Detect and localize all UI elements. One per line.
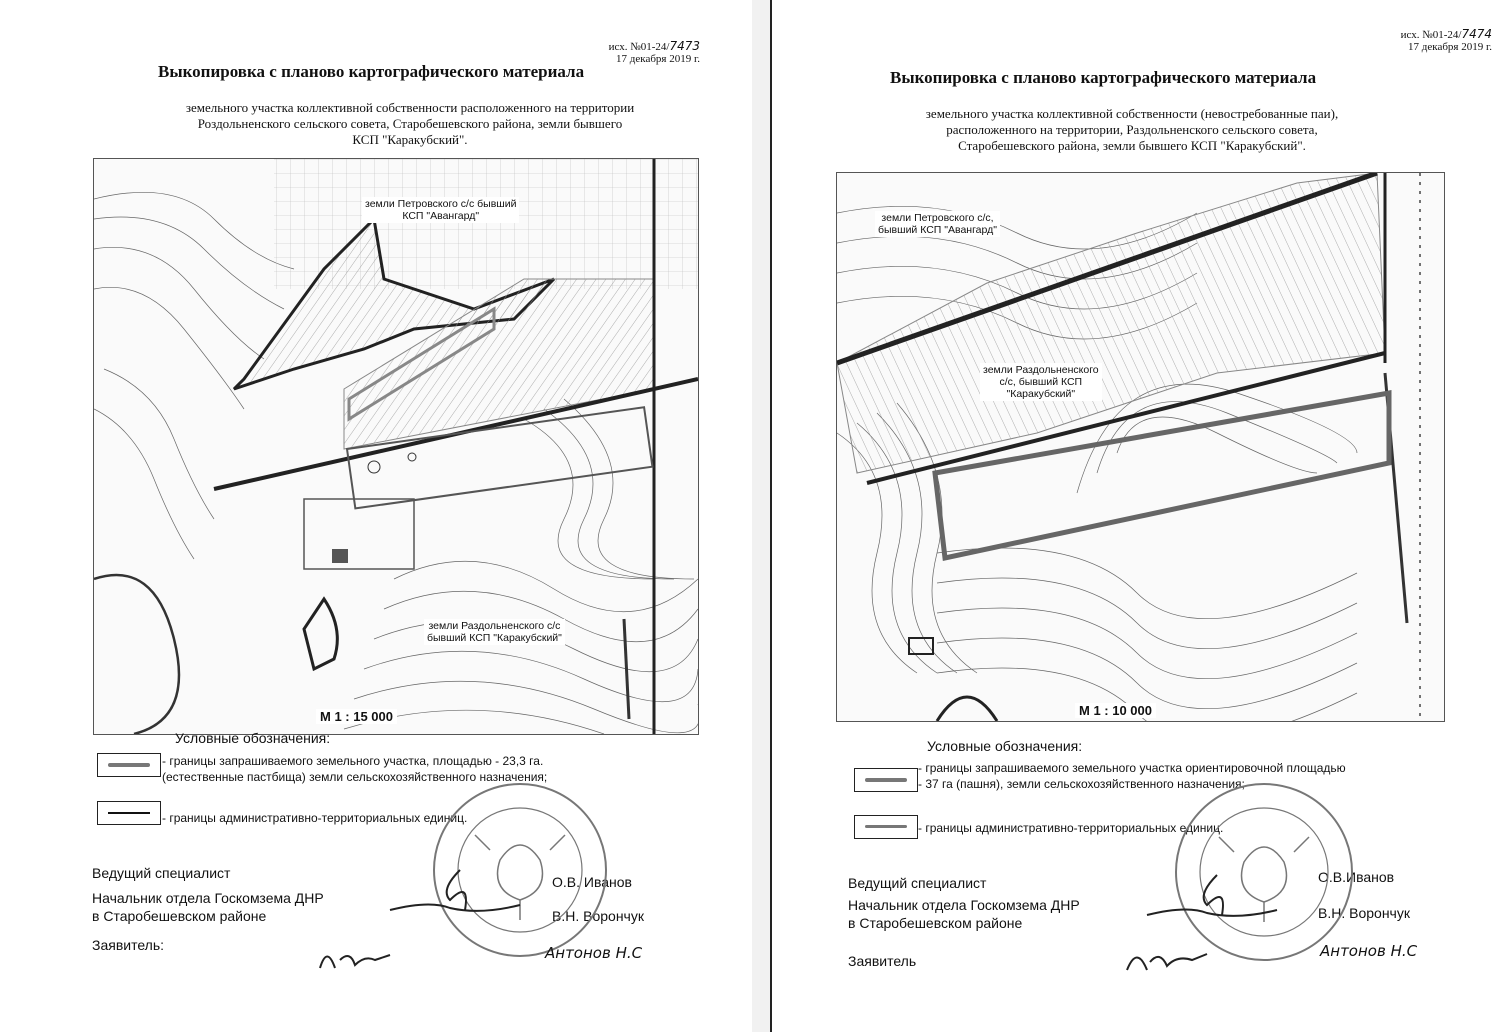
left-map-label-petrovsky: земли Петровского с/с бывший КСП "Авангард" [362,197,519,223]
right-legend-admin-symbol [854,815,918,839]
left-signature-ivanov [380,860,530,930]
left-legend-title: Условные обозначения: [175,730,331,746]
right-signature-ivanov [1137,865,1287,935]
left-map-scale: М 1 : 15 000 [316,709,397,724]
left-name-ivanov: О.В. Иванов [552,874,632,890]
right-head-line1: Начальник отдела Госкомзема ДНР [848,897,1080,913]
right-signature-applicant [1122,940,1212,980]
left-ref-date: 17 декабря 2019 г. [616,53,700,65]
right-ref-date: 17 декабря 2019 г. [1408,41,1492,53]
left-map [93,158,699,735]
right-name-ivanov: О.В.Иванов [1318,869,1395,885]
right-subtitle [872,106,1392,154]
right-applicant-handwritten: Антонов Н.С [1320,942,1418,960]
left-ref-handwritten: 7473 [669,39,700,53]
left-subtitle-line: Роздольненского сельского совета, Старобешевского района, земли бывшего [197,116,623,131]
right-legend-title: Условные обозначения: [927,738,1083,754]
left-subtitle [100,100,720,148]
left-map-label-razdolnensky: земли Раздольненского с/с бывший КСП "Каракубский" [424,619,565,645]
left-legend-parcel-text: - границы запрашиваемого земельного участка, площадью - 23,3 га. (естественные пастбища) земли сельскохозяйственного назначения; [162,754,548,784]
right-ref-number: исх. №01-24/ [1400,29,1462,41]
right-head-line2: в Старобешевском районе [848,915,1023,931]
right-title: Выкопировка с планово картографического материала [890,68,1317,87]
right-map-label-razdolnensky: земли Раздольненского с/с, бывший КСП "Каракубский" [980,363,1102,401]
right-map [836,172,1445,722]
left-applicant-handwritten: Антонов Н.С [545,944,643,962]
right-subtitle-line: Старобешевского района, земли бывшего КСП "Каракубский". [958,138,1306,153]
left-legend-admin-symbol [97,801,161,825]
left-legend-admin-text: - границы административно-территориальных единиц. [162,811,468,825]
right-subtitle-line: земельного участка коллективной собственности (невостребованные паи), [925,106,1339,121]
left-subtitle-line: КСП "Каракубский". [352,132,468,147]
right-applicant-label: Заявитель [848,953,917,969]
left-signature-applicant [315,940,395,975]
right-map-drawing [837,173,1444,721]
right-ref-handwritten: 7474 [1461,27,1492,41]
right-legend-parcel-symbol [854,768,918,792]
right-map-scale: М 1 : 10 000 [1075,703,1156,718]
right-document-page [770,0,1499,1032]
page-gap [752,0,770,1032]
left-title: Выкопировка с планово картографического материала [158,62,585,81]
left-head-line2: в Старобешевском районе [92,908,267,924]
right-map-label-petrovsky: земли Петровского с/с, бывший КСП "Авангард" [875,211,1000,237]
left-map-drawing [94,159,698,734]
left-head-line1: Начальник отдела Госкомзема ДНР [92,890,324,906]
right-lead-specialist: Ведущий специалист [848,875,987,891]
right-subtitle-line: расположенного на территории, Раздольненского сельского совета, [946,122,1318,137]
right-name-voronchuk: В.Н. Ворончук [1318,905,1410,921]
left-applicant-label: Заявитель: [92,937,165,953]
right-legend-admin-text: - границы административно-территориальных единиц. [918,821,1224,835]
left-lead-specialist: Ведущий специалист [92,865,231,881]
left-subtitle-line: земельного участка коллективной собственности расположенного на территории [185,100,635,115]
left-legend-parcel-symbol [97,753,161,777]
left-name-voronchuk: В.Н. Ворончук [552,908,644,924]
left-ref-number: исх. №01-24/ [608,41,670,53]
right-reference [1312,28,1492,53]
right-legend-parcel-text: - границы запрашиваемого земельного участка ориентировочной площадью - 37 га (пашня), земли сельскохозяйственного назначения; [918,761,1346,791]
